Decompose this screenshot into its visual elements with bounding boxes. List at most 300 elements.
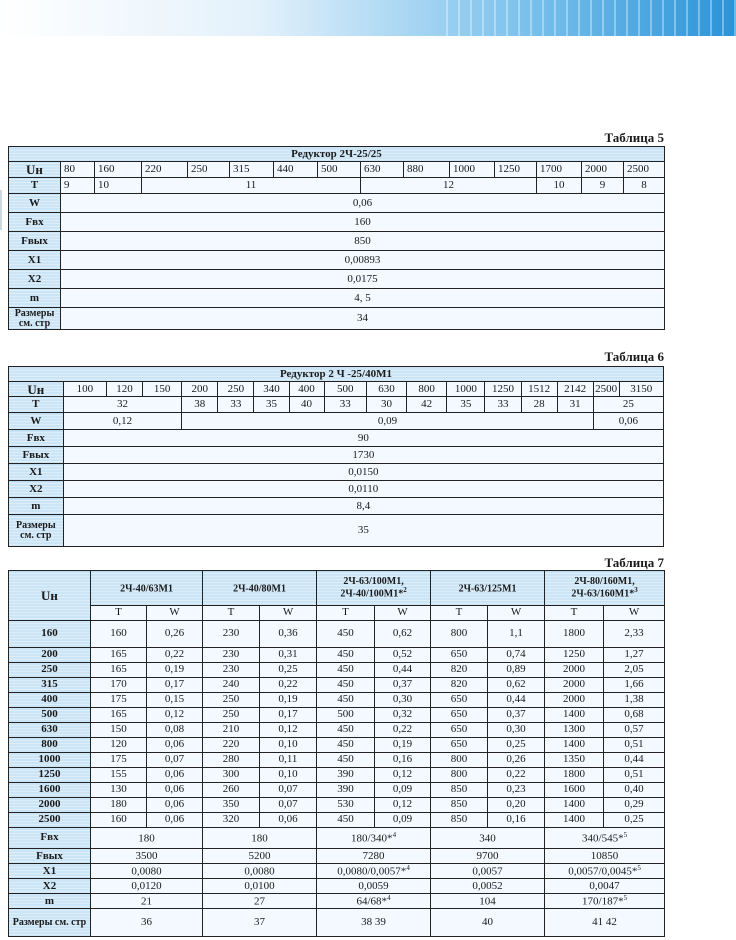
table7-value-cell: 650 bbox=[431, 737, 488, 752]
table7-t-header: T bbox=[545, 605, 604, 620]
table5-un-label: Uн bbox=[9, 162, 61, 178]
table-row bbox=[9, 812, 665, 827]
table7-value-cell: 0,15 bbox=[147, 692, 203, 707]
table6-sizes-value: 35 bbox=[63, 515, 663, 547]
table7-value-cell: 0,26 bbox=[488, 752, 545, 767]
table6-caption: Таблица 6 bbox=[604, 349, 664, 364]
table7-fin-cell: 180/340*$^4$ bbox=[317, 827, 431, 848]
table7-value-cell: 0,12 bbox=[260, 722, 317, 737]
table5-un-cell: 160 bbox=[95, 162, 142, 178]
table7-value-cell: 220 bbox=[203, 737, 260, 752]
table7-value-cell: 0,30 bbox=[375, 692, 431, 707]
table7-w-header: W bbox=[147, 605, 203, 620]
table7-un-cell: 800 bbox=[9, 737, 91, 752]
table5-fout-label: Fвых bbox=[9, 232, 61, 251]
table7 bbox=[8, 570, 665, 937]
table6-w-label: W bbox=[9, 413, 64, 430]
table7-x1-label: X1 bbox=[9, 864, 91, 879]
table7-value-cell: 850 bbox=[431, 782, 488, 797]
table5-x2-value: 0,0175 bbox=[61, 270, 665, 289]
table7-value-cell: 530 bbox=[317, 797, 375, 812]
table7-value-cell: 0,31 bbox=[260, 647, 317, 662]
table6-t-cell: 35 bbox=[254, 397, 289, 413]
table7-value-cell: 2000 bbox=[545, 692, 604, 707]
table6-un-cell: 3150 bbox=[619, 382, 664, 397]
table6-title: Редуктор 2 Ч -25/40М1 bbox=[9, 367, 664, 382]
table7-fout-cell: 9700 bbox=[431, 849, 545, 864]
table5-fin-value: 160 bbox=[61, 213, 665, 232]
table6-un-cell: 500 bbox=[324, 382, 366, 397]
table7-un-cell: 2000 bbox=[9, 797, 91, 812]
table7-value-cell: 650 bbox=[431, 707, 488, 722]
table6-un-cell: 1512 bbox=[521, 382, 557, 397]
table7-fout-cell: 7280 bbox=[317, 849, 431, 864]
table5-un-cell: 1250 bbox=[495, 162, 537, 178]
table7-caption: Таблица 7 bbox=[604, 555, 664, 570]
table5-un-cell: 1700 bbox=[537, 162, 582, 178]
table7-value-cell: 130 bbox=[91, 782, 147, 797]
table7-x1-cell: 0,0080 bbox=[91, 864, 203, 879]
table6-un-cell: 250 bbox=[218, 382, 254, 397]
table7-value-cell: 0,44 bbox=[604, 752, 665, 767]
table7-value-cell: 1,1 bbox=[488, 620, 545, 647]
table-row bbox=[9, 722, 665, 737]
table7-value-cell: 800 bbox=[431, 767, 488, 782]
table7-value-cell: 0,40 bbox=[604, 782, 665, 797]
table7-value-cell: 1400 bbox=[545, 707, 604, 722]
table7-value-cell: 0,06 bbox=[147, 782, 203, 797]
table7-value-cell: 0,17 bbox=[260, 707, 317, 722]
table5-un-cell: 2000 bbox=[582, 162, 624, 178]
table6-w-cell: 0,06 bbox=[593, 413, 663, 430]
table7-value-cell: 0,19 bbox=[147, 662, 203, 677]
table7-value-cell: 1,66 bbox=[604, 677, 665, 692]
table7-value-cell: 0,74 bbox=[488, 647, 545, 662]
table5-t-cell: 10 bbox=[537, 178, 582, 194]
table7-value-cell: 650 bbox=[431, 692, 488, 707]
table7-value-cell: 390 bbox=[317, 767, 375, 782]
table7-un-cell: 1000 bbox=[9, 752, 91, 767]
margin-mark bbox=[0, 190, 2, 230]
table7-value-cell: 0,51 bbox=[604, 737, 665, 752]
table7-x2-cell: 0,0047 bbox=[545, 879, 665, 894]
table5-t-label: T bbox=[9, 178, 61, 194]
table7-value-cell: 250 bbox=[203, 692, 260, 707]
table7-value-cell: 850 bbox=[431, 812, 488, 827]
table5-t-cell: 10 bbox=[95, 178, 142, 194]
table5-x1-value: 0,00893 bbox=[61, 251, 665, 270]
table6 bbox=[8, 366, 664, 547]
table6-fin-value: 90 bbox=[63, 430, 663, 447]
table7-x1-cell: 0,0057/0,0045*$^5$ bbox=[545, 864, 665, 879]
table7-value-cell: 0,62 bbox=[488, 677, 545, 692]
table7-value-cell: 0,44 bbox=[488, 692, 545, 707]
table7-group-header: 2Ч-40/80М1 bbox=[203, 571, 317, 606]
table7-value-cell: 450 bbox=[317, 812, 375, 827]
table7-w-header: W bbox=[375, 605, 431, 620]
table-row bbox=[9, 752, 665, 767]
table-row bbox=[9, 782, 665, 797]
table7-value-cell: 1400 bbox=[545, 812, 604, 827]
table6-t-cell: 33 bbox=[218, 397, 254, 413]
table5-x1-label: X1 bbox=[9, 251, 61, 270]
table7-sizes-cell: 41 42 bbox=[545, 909, 665, 937]
table7-value-cell: 120 bbox=[91, 737, 147, 752]
table7-value-cell: 0,22 bbox=[375, 722, 431, 737]
table7-m-cell: 27 bbox=[203, 894, 317, 909]
table7-w-header: W bbox=[604, 605, 665, 620]
table7-value-cell: 0,07 bbox=[147, 752, 203, 767]
table7-group-header: 2Ч-80/160М1, 2Ч-63/160М1*$^3$ bbox=[545, 571, 665, 606]
table7-un-cell: 400 bbox=[9, 692, 91, 707]
table6-un-cell: 200 bbox=[182, 382, 218, 397]
table7-value-cell: 350 bbox=[203, 797, 260, 812]
table7-value-cell: 450 bbox=[317, 662, 375, 677]
table5-un-cell: 315 bbox=[230, 162, 274, 178]
table5-un-cell: 630 bbox=[361, 162, 404, 178]
table7-value-cell: 0,06 bbox=[147, 737, 203, 752]
table6-t-cell: 35 bbox=[447, 397, 485, 413]
table7-un-cell: 160 bbox=[9, 620, 91, 647]
table7-value-cell: 0,09 bbox=[375, 782, 431, 797]
table7-value-cell: 0,19 bbox=[260, 692, 317, 707]
table7-value-cell: 0,68 bbox=[604, 707, 665, 722]
table7-value-cell: 0,08 bbox=[147, 722, 203, 737]
table7-value-cell: 0,37 bbox=[375, 677, 431, 692]
table-row bbox=[9, 692, 665, 707]
table5-t-cell: 9 bbox=[582, 178, 624, 194]
table7-value-cell: 0,06 bbox=[147, 812, 203, 827]
table7-value-cell: 2,05 bbox=[604, 662, 665, 677]
table7-value-cell: 800 bbox=[431, 620, 488, 647]
table7-value-cell: 0,22 bbox=[147, 647, 203, 662]
table7-value-cell: 1300 bbox=[545, 722, 604, 737]
table7-un-cell: 2500 bbox=[9, 812, 91, 827]
table7-m-cell: 104 bbox=[431, 894, 545, 909]
table7-value-cell: 0,10 bbox=[260, 737, 317, 752]
table7-value-cell: 820 bbox=[431, 662, 488, 677]
table5-t-cell: 9 bbox=[61, 178, 95, 194]
table7-group-header: 2Ч-40/63М1 bbox=[91, 571, 203, 606]
table6-x2-value: 0,0110 bbox=[63, 481, 663, 498]
table5-un-cell: 1000 bbox=[450, 162, 495, 178]
table5-m-label: m bbox=[9, 289, 61, 308]
table6-t-label: T bbox=[9, 397, 64, 413]
table7-t-header: T bbox=[203, 605, 260, 620]
table7-fout-cell: 3500 bbox=[91, 849, 203, 864]
table7-value-cell: 0,09 bbox=[375, 812, 431, 827]
table7-value-cell: 1350 bbox=[545, 752, 604, 767]
table7-x2-cell: 0,0120 bbox=[91, 879, 203, 894]
table7-value-cell: 210 bbox=[203, 722, 260, 737]
table6-fout-label: Fвых bbox=[9, 447, 64, 464]
table7-value-cell: 1800 bbox=[545, 620, 604, 647]
table7-x1-cell: 0,0057 bbox=[431, 864, 545, 879]
table7-value-cell: 300 bbox=[203, 767, 260, 782]
table5-sizes-value: 34 bbox=[61, 308, 665, 330]
table7-value-cell: 1400 bbox=[545, 737, 604, 752]
table6-t-cell: 33 bbox=[324, 397, 366, 413]
table7-m-cell: 170/187*$^5$ bbox=[545, 894, 665, 909]
table7-value-cell: 1,27 bbox=[604, 647, 665, 662]
table7-value-cell: 390 bbox=[317, 782, 375, 797]
table7-un-label: Uн bbox=[9, 571, 91, 621]
table7-x2-cell: 0,0100 bbox=[203, 879, 317, 894]
table6-un-cell: 1000 bbox=[447, 382, 485, 397]
table7-value-cell: 0,12 bbox=[147, 707, 203, 722]
table6-m-label: m bbox=[9, 498, 64, 515]
table7-value-cell: 0,22 bbox=[260, 677, 317, 692]
table7-value-cell: 450 bbox=[317, 752, 375, 767]
table6-un-cell: 100 bbox=[63, 382, 106, 397]
table-row bbox=[9, 707, 665, 722]
table7-value-cell: 0,51 bbox=[604, 767, 665, 782]
table7-value-cell: 0,25 bbox=[260, 662, 317, 677]
table5-un-cell: 250 bbox=[188, 162, 230, 178]
table7-sizes-cell: 38 39 bbox=[317, 909, 431, 937]
table7-value-cell: 1250 bbox=[545, 647, 604, 662]
table6-un-cell: 630 bbox=[366, 382, 406, 397]
table5-caption: Таблица 5 bbox=[604, 130, 664, 145]
table7-x2-cell: 0,0052 bbox=[431, 879, 545, 894]
header-band bbox=[0, 0, 736, 36]
table7-value-cell: 0,89 bbox=[488, 662, 545, 677]
table7-x1-cell: 0,0080 bbox=[203, 864, 317, 879]
table7-m-cell: 21 bbox=[91, 894, 203, 909]
table7-x2-label: X2 bbox=[9, 879, 91, 894]
table7-un-cell: 1250 bbox=[9, 767, 91, 782]
table7-value-cell: 0,44 bbox=[375, 662, 431, 677]
table7-t-header: T bbox=[317, 605, 375, 620]
table7-un-cell: 630 bbox=[9, 722, 91, 737]
table7-sizes-cell: 36 bbox=[91, 909, 203, 937]
table5-title: Редуктор 2Ч-25/25 bbox=[9, 147, 665, 162]
table6-x1-value: 0,0150 bbox=[63, 464, 663, 481]
table7-fout-cell: 5200 bbox=[203, 849, 317, 864]
table7-value-cell: 0,07 bbox=[260, 782, 317, 797]
table7-m-label: m bbox=[9, 894, 91, 909]
table-row bbox=[9, 767, 665, 782]
table7-value-cell: 0,25 bbox=[604, 812, 665, 827]
table-row bbox=[9, 797, 665, 812]
table6-fout-value: 1730 bbox=[63, 447, 663, 464]
table7-value-cell: 0,12 bbox=[375, 767, 431, 782]
table6-t-cell: 32 bbox=[63, 397, 182, 413]
table7-fin-cell: 180 bbox=[91, 827, 203, 848]
table7-value-cell: 500 bbox=[317, 707, 375, 722]
table7-sizes-cell: 37 bbox=[203, 909, 317, 937]
table7-value-cell: 0,17 bbox=[147, 677, 203, 692]
table7-value-cell: 0,29 bbox=[604, 797, 665, 812]
table5-un-cell: 440 bbox=[274, 162, 318, 178]
table7-value-cell: 450 bbox=[317, 620, 375, 647]
table7-t-header: T bbox=[431, 605, 488, 620]
table6-un-cell: 1250 bbox=[485, 382, 521, 397]
table7-value-cell: 155 bbox=[91, 767, 147, 782]
table7-value-cell: 0,11 bbox=[260, 752, 317, 767]
table7-value-cell: 1400 bbox=[545, 797, 604, 812]
table7-un-cell: 200 bbox=[9, 647, 91, 662]
table6-un-cell: 340 bbox=[254, 382, 289, 397]
table6-un-cell: 2142 bbox=[557, 382, 593, 397]
table7-un-cell: 500 bbox=[9, 707, 91, 722]
table7-x1-cell: 0,0080/0,0057*$^4$ bbox=[317, 864, 431, 879]
table7-value-cell: 0,10 bbox=[260, 767, 317, 782]
table7-sizes-label: Размеры см. стр bbox=[9, 909, 91, 937]
table7-value-cell: 450 bbox=[317, 677, 375, 692]
table7-value-cell: 0,36 bbox=[260, 620, 317, 647]
table5-fout-value: 850 bbox=[61, 232, 665, 251]
table5-w-value: 0,06 bbox=[61, 194, 665, 213]
table7-value-cell: 650 bbox=[431, 647, 488, 662]
table7-value-cell: 175 bbox=[91, 692, 147, 707]
table7-value-cell: 0,32 bbox=[375, 707, 431, 722]
table-row bbox=[9, 647, 665, 662]
table5-un-cell: 500 bbox=[318, 162, 361, 178]
table7-un-cell: 315 bbox=[9, 677, 91, 692]
table5-t-cell: 12 bbox=[361, 178, 537, 194]
table5-un-cell: 2500 bbox=[624, 162, 665, 178]
table7-value-cell: 2000 bbox=[545, 662, 604, 677]
table7-value-cell: 260 bbox=[203, 782, 260, 797]
table7-value-cell: 1800 bbox=[545, 767, 604, 782]
table6-un-cell: 150 bbox=[143, 382, 182, 397]
table7-value-cell: 2000 bbox=[545, 677, 604, 692]
table6-un-cell: 2500 bbox=[595, 382, 618, 395]
table5-un-cell: 220 bbox=[142, 162, 188, 178]
table5-un-cell: 880 bbox=[404, 162, 450, 178]
table7-value-cell: 0,12 bbox=[375, 797, 431, 812]
table-row bbox=[9, 737, 665, 752]
table7-fout-label: Fвых bbox=[9, 849, 91, 864]
table7-value-cell: 150 bbox=[91, 722, 147, 737]
table7-body bbox=[9, 620, 665, 827]
table7-value-cell: 0,16 bbox=[375, 752, 431, 767]
table6-fin-label: Fвх bbox=[9, 430, 64, 447]
table5-t-cell: 11 bbox=[142, 178, 361, 194]
table-row bbox=[9, 662, 665, 677]
table7-fin-cell: 340 bbox=[431, 827, 545, 848]
table7-group-header: 2Ч-63/100М1, 2Ч-40/100М1*$^2$ bbox=[317, 571, 431, 606]
table7-value-cell: 0,19 bbox=[375, 737, 431, 752]
table7-value-cell: 450 bbox=[317, 692, 375, 707]
table7-value-cell: 160 bbox=[91, 812, 147, 827]
table7-value-cell: 165 bbox=[91, 647, 147, 662]
table7-value-cell: 250 bbox=[203, 707, 260, 722]
table7-value-cell: 650 bbox=[431, 722, 488, 737]
table7-un-cell: 250 bbox=[9, 662, 91, 677]
table7-m-cell: 64/68*$^4$ bbox=[317, 894, 431, 909]
table7-value-cell: 165 bbox=[91, 662, 147, 677]
table6-t-cell: 30 bbox=[366, 397, 406, 413]
table7-value-cell: 0,57 bbox=[604, 722, 665, 737]
table6-t-cell: 31 bbox=[557, 397, 593, 413]
table7-value-cell: 280 bbox=[203, 752, 260, 767]
header-stripes bbox=[436, 0, 736, 36]
table7-x2-cell: 0,0059 bbox=[317, 879, 431, 894]
table5-m-value: 4, 5 bbox=[61, 289, 665, 308]
table6-un-cell: 400 bbox=[289, 382, 324, 397]
table7-value-cell: 0,06 bbox=[147, 767, 203, 782]
table7-group-header: 2Ч-63/125М1 bbox=[431, 571, 545, 606]
table7-sizes-cell: 40 bbox=[431, 909, 545, 937]
table5-un-cell: 80 bbox=[61, 162, 95, 178]
table7-value-cell: 800 bbox=[431, 752, 488, 767]
table7-value-cell: 175 bbox=[91, 752, 147, 767]
table7-value-cell: 0,06 bbox=[147, 797, 203, 812]
table7-value-cell: 320 bbox=[203, 812, 260, 827]
table5-x2-label: X2 bbox=[9, 270, 61, 289]
table6-t-cell: 25 bbox=[593, 397, 663, 413]
table6-un-cell: 120 bbox=[106, 382, 142, 397]
table7-value-cell: 1,38 bbox=[604, 692, 665, 707]
table7-value-cell: 0,16 bbox=[488, 812, 545, 827]
table6-x2-label: X2 bbox=[9, 481, 64, 498]
table5-w-label: W bbox=[9, 194, 61, 213]
table7-fin-label: Fвх bbox=[9, 827, 91, 848]
table6-t-cell: 38 bbox=[182, 397, 218, 413]
table7-fout-cell: 10850 bbox=[545, 849, 665, 864]
table7-value-cell: 230 bbox=[203, 662, 260, 677]
table7-value-cell: 450 bbox=[317, 647, 375, 662]
table7-value-cell: 0,23 bbox=[488, 782, 545, 797]
table6-t-cell: 40 bbox=[289, 397, 324, 413]
table6-t-cell: 33 bbox=[485, 397, 521, 413]
table7-value-cell: 240 bbox=[203, 677, 260, 692]
table7-value-cell: 0,52 bbox=[375, 647, 431, 662]
table6-m-value: 8,4 bbox=[63, 498, 663, 515]
table5-t-cell: 8 bbox=[624, 178, 665, 194]
table7-value-cell: 820 bbox=[431, 677, 488, 692]
table7-value-cell: 0,25 bbox=[488, 737, 545, 752]
table7-value-cell: 0,62 bbox=[375, 620, 431, 647]
table5-sizes-label: Размеры см. стр bbox=[9, 308, 61, 330]
table7-value-cell: 230 bbox=[203, 647, 260, 662]
table7-value-cell: 450 bbox=[317, 737, 375, 752]
table7-t-header: T bbox=[91, 605, 147, 620]
table6-x1-label: X1 bbox=[9, 464, 64, 481]
table7-value-cell: 850 bbox=[431, 797, 488, 812]
table7-value-cell: 160 bbox=[91, 620, 147, 647]
table7-un-cell: 1600 bbox=[9, 782, 91, 797]
table7-value-cell: 450 bbox=[317, 722, 375, 737]
table6-sizes-label: Размеры см. стр bbox=[9, 515, 64, 547]
table5-fin-label: Fвх bbox=[9, 213, 61, 232]
table7-w-header: W bbox=[260, 605, 317, 620]
table-row bbox=[9, 620, 665, 647]
table7-value-cell: 1600 bbox=[545, 782, 604, 797]
table5 bbox=[8, 146, 665, 330]
table7-w-header: W bbox=[488, 605, 545, 620]
table6-un-cell: 800 bbox=[407, 382, 447, 397]
table7-value-cell: 0,30 bbox=[488, 722, 545, 737]
table7-value-cell: 2,33 bbox=[604, 620, 665, 647]
table7-value-cell: 230 bbox=[203, 620, 260, 647]
table6-t-cell: 42 bbox=[407, 397, 447, 413]
table7-value-cell: 0,20 bbox=[488, 797, 545, 812]
table7-value-cell: 0,26 bbox=[147, 620, 203, 647]
table7-value-cell: 180 bbox=[91, 797, 147, 812]
table-row bbox=[9, 677, 665, 692]
table7-value-cell: 170 bbox=[91, 677, 147, 692]
table7-value-cell: 0,37 bbox=[488, 707, 545, 722]
table6-w-cell: 0,12 bbox=[63, 413, 182, 430]
table7-fin-cell: 180 bbox=[203, 827, 317, 848]
table6-un-label: Uн bbox=[9, 382, 64, 397]
table7-value-cell: 165 bbox=[91, 707, 147, 722]
table6-t-cell: 28 bbox=[521, 397, 557, 413]
table7-value-cell: 0,06 bbox=[260, 812, 317, 827]
